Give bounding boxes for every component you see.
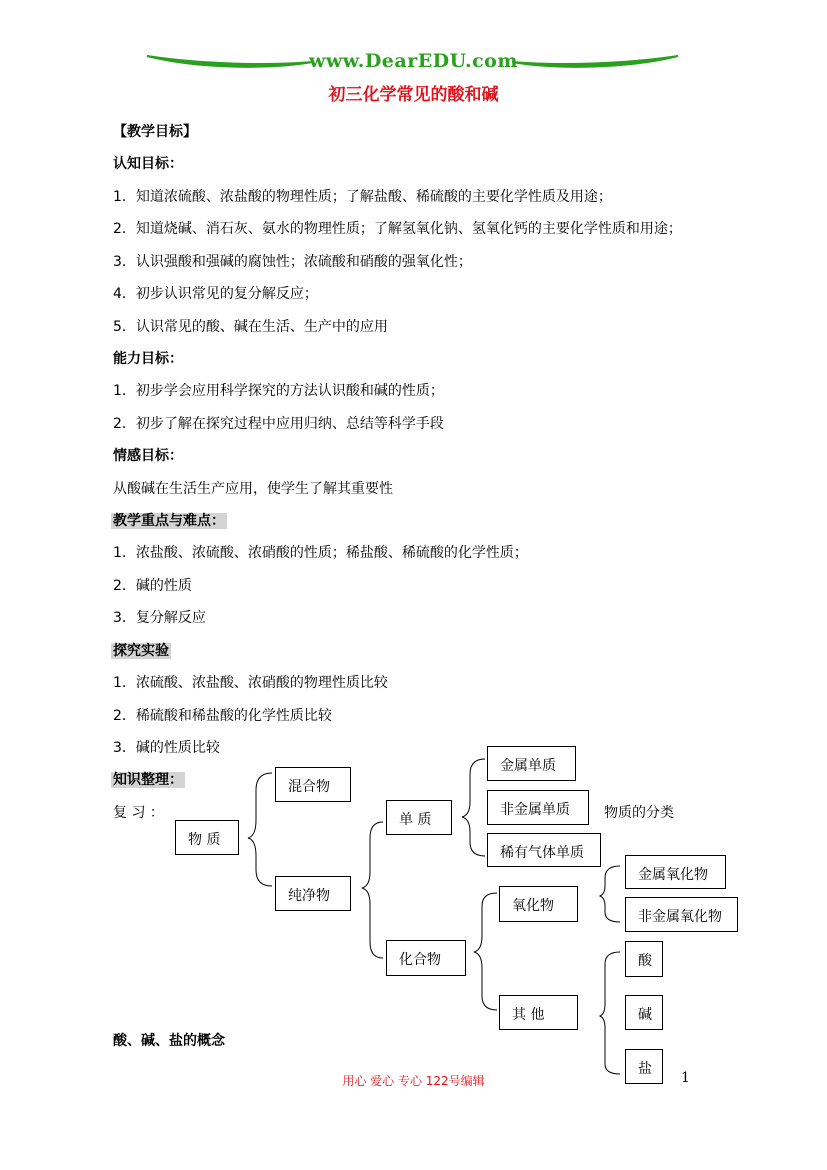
heading-key-points: 教学重点与难点：	[113, 513, 225, 529]
heading-experiments: 探究实验	[113, 643, 169, 659]
heading-knowledge: 知识整理：	[113, 772, 183, 788]
text-line: 1．浓盐酸、浓硫酸、浓硝酸的性质；稀盐酸、稀硫酸的化学性质；	[113, 545, 528, 561]
text-line: 2．初步了解在探究过程中应用归纳、总结等科学手段	[113, 416, 444, 432]
node-element: 单 质	[386, 800, 452, 835]
text-line: 2．碱的性质	[113, 578, 192, 594]
page-number: 1	[681, 1070, 690, 1086]
review-label: 复 习 ：	[113, 805, 164, 821]
node-acid: 酸	[625, 941, 663, 977]
node-noble-gas-element: 稀有气体单质	[487, 833, 601, 867]
document-title: 初三化学常见的酸和碱	[328, 85, 499, 105]
node-nonmetal-oxide: 非金属氧化物	[625, 897, 738, 932]
node-nonmetal-element: 非金属单质	[487, 790, 589, 825]
node-metal-oxide: 金属氧化物	[625, 855, 726, 889]
node-oxide: 氧化物	[499, 886, 578, 922]
node-compound: 化合物	[386, 940, 466, 976]
text-line: 3．认识强酸和强碱的腐蚀性；浓硫酸和硝酸的强氧化性；	[113, 254, 472, 270]
text-line: 4．初步认识常见的复分解反应；	[113, 286, 318, 302]
node-base: 碱	[625, 995, 663, 1030]
text-line: 2．稀硫酸和稀盐酸的化学性质比较	[113, 708, 332, 724]
text-line: 1．初步学会应用科学探究的方法认识酸和碱的性质；	[113, 383, 444, 399]
classification-note: 物质的分类	[604, 805, 674, 821]
text-line: 5．认识常见的酸、碱在生活、生产中的应用	[113, 319, 388, 335]
text-line: 3．碱的性质比较	[113, 740, 220, 756]
heading-emotional-objectives: 情感目标：	[113, 448, 183, 464]
site-header[interactable]: www.DearEDU.com	[309, 50, 518, 72]
text-line: 从酸碱在生活生产应用，使学生了解其重要性	[113, 481, 393, 497]
text-line: 1．浓硫酸、浓盐酸、浓硝酸的物理性质比较	[113, 675, 388, 691]
footer-text: 用心 爱心 专心 122号编辑	[342, 1074, 485, 1088]
node-matter: 物 质	[175, 820, 239, 855]
text-line: 2．知道烧碱、消石灰、氨水的物理性质；了解氢氧化钠、氢氧化钙的主要化学性质和用途；	[113, 221, 682, 237]
node-mixture: 混合物	[275, 767, 351, 802]
heading-teaching-objectives: 【教学目标】	[113, 124, 197, 140]
heading-cognitive-objectives: 认知目标：	[113, 156, 183, 172]
node-metal-element: 金属单质	[487, 746, 576, 781]
text-line: 3．复分解反应	[113, 610, 206, 626]
node-pure-substance: 纯净物	[275, 876, 351, 911]
heading-ability-objectives: 能力目标：	[113, 351, 183, 367]
node-other: 其 他	[499, 995, 578, 1030]
node-salt: 盐	[625, 1049, 663, 1084]
text-line: 1．知道浓硫酸、浓盐酸的物理性质；了解盐酸、稀硫酸的主要化学性质及用途；	[113, 189, 612, 205]
heading-acid-base-salt-concepts: 酸、碱、盐的概念	[113, 1033, 225, 1049]
